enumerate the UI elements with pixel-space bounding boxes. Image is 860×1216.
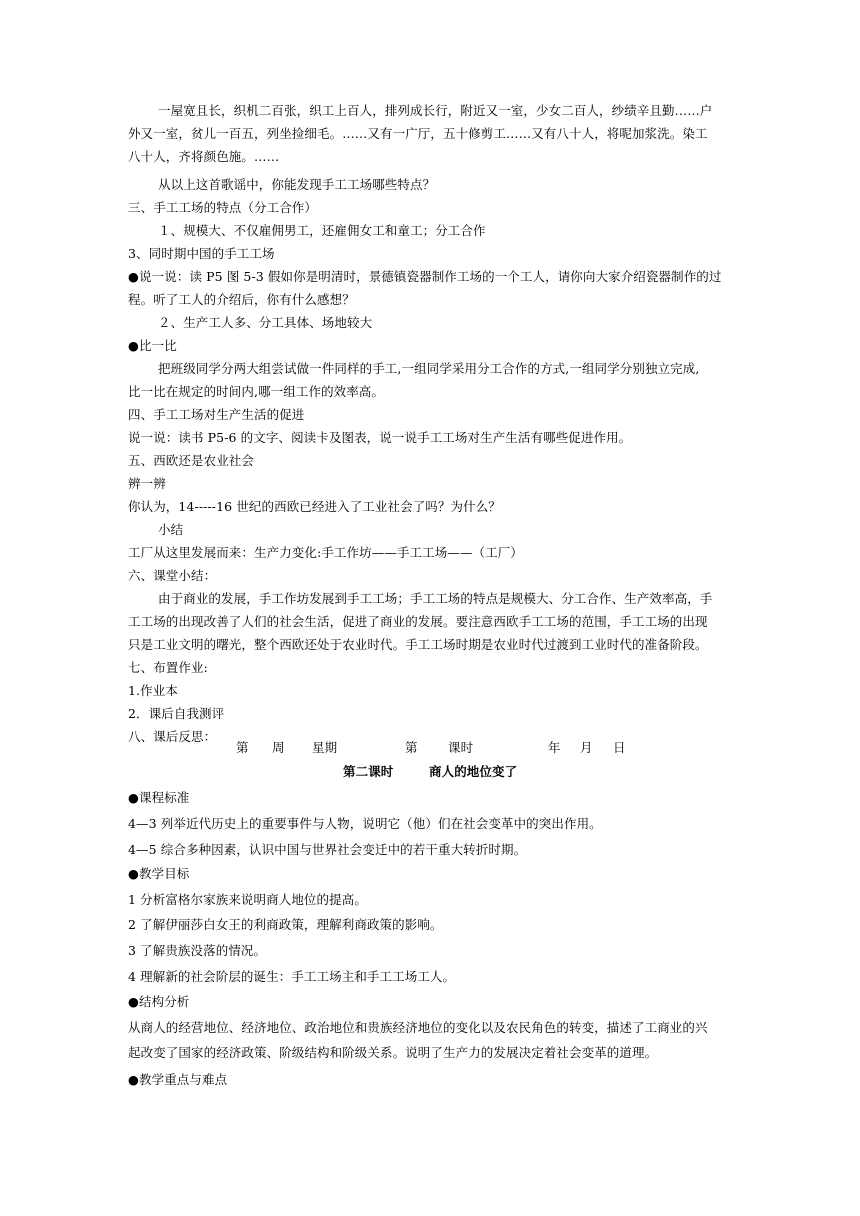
heading-section-3: 三、手工工场的特点（分工合作） — [128, 200, 318, 215]
ballad-line-1: 一屋宽且长，织机二百张，织工上百人，排列成长行，附近又一室，少女二百人，纱绩辛且勤……户 — [158, 103, 713, 118]
say-activity-line-1: ●说一说：读 P5 图 5-3 假如你是明清时，景德镇瓷器制作工场的一个工人，请你向大家介绍瓷器制作的过 — [128, 269, 722, 284]
subheading-china-workshop: 3、同时期中国的手工工场 — [128, 246, 275, 261]
compare-line-1: 把班级同学分两大组尝试做一件同样的手工,一组同学采用分工合作的方式,一组同学分别独立完成, — [158, 361, 700, 376]
lesson-number: 第二课时 — [343, 764, 394, 779]
heading-section-5: 五、西欧还是农业社会 — [128, 453, 255, 468]
heading-section-7: 七、布置作业: — [128, 660, 208, 675]
date-period: 课时 — [448, 740, 474, 755]
standard-4-3: 4—3 列举近代历史上的重要事件与人物，说明它（他）们在社会变革中的突出作用。 — [128, 816, 602, 831]
goal-3: 3 了解贵族没落的情况。 — [128, 943, 267, 958]
ballad-line-3: 八十人，齐将颜色施。…… — [128, 149, 280, 164]
point-1: １、规模大、不仅雇佣男工，还雇佣女工和童工；分工合作 — [158, 223, 486, 238]
key-points-heading: ●教学重点与难点 — [128, 1072, 228, 1087]
date-week: 周 — [272, 740, 285, 755]
date-weekday: 星期 — [312, 740, 338, 755]
standard-4-5: 4—5 综合多种因素，认识中国与世界社会变迁中的若干重大转折时期。 — [128, 842, 527, 857]
class-summary-line-3: 只是工业文明的曙光，整个西欧还处于农业时代。手工工场时期是农业时代过渡到工业时代的准备阶段。 — [128, 637, 708, 652]
ballad-line-2: 外又一室，贫儿一百五，列坐捡细毛。……又有一广厅，五十修剪工……又有八十人，将呢加浆洗。染工 — [128, 126, 708, 141]
compare-heading: ●比一比 — [128, 338, 177, 353]
date-month: 月 — [580, 740, 593, 755]
compare-line-2: 比一比在规定的时间内,哪一组工作的效率高。 — [128, 384, 385, 399]
say-activity-2: 说一说：读书 P5-6 的文字、阅读卡及图表，说一说手工工场对生产生活有哪些促进作用。 — [128, 430, 632, 445]
goal-4: 4 理解新的社会阶层的诞生：手工工场主和手工工场工人。 — [128, 969, 456, 984]
class-summary-line-1: 由于商业的发展，手工作坊发展到手工工场；手工工场的特点是规模大、分工合作、生产效率高，手 — [158, 591, 713, 606]
date-di: 第 — [236, 740, 249, 755]
question-industrial-society: 你认为，14-----16 世纪的西欧已经进入了工业社会了吗？为什么？ — [128, 499, 501, 514]
date-day: 日 — [613, 740, 626, 755]
homework-item-1: 1.作业本 — [128, 683, 178, 698]
factory-development: 工厂从这里发展而来：生产力变化:手工作坊——手工工场——（工厂） — [128, 545, 523, 560]
homework-item-2: 2．课后自我测评 — [128, 706, 225, 721]
point-2: ２、生产工人多、分工具体、场地较大 — [158, 315, 373, 330]
structure-analysis-line-1: 从商人的经营地位、经济地位、政治地位和贵族经济地位的变化以及农民角色的转变，描述了工商业的兴 — [128, 1020, 708, 1035]
question-features: 从以上这首歌谣中，你能发现手工工场哪些特点？ — [158, 177, 436, 192]
heading-section-6: 六、课堂小结： — [128, 568, 217, 583]
summary-label: 小结 — [158, 522, 184, 537]
date-di-2: 第 — [405, 740, 418, 755]
curriculum-standard-heading: ●课程标准 — [128, 790, 190, 805]
discern-heading: 辨一辨 — [128, 476, 166, 491]
structure-analysis-line-2: 起改变了国家的经济政策、阶级结构和阶级关系。说明了生产力的发展决定着社会变革的道理。 — [128, 1045, 658, 1060]
goal-2: 2 了解伊丽莎白女王的利商政策，理解利商政策的影响。 — [128, 917, 443, 932]
say-activity-line-2: 程。听了工人的介绍后，你有什么感想？ — [128, 292, 355, 307]
date-line — [0, 740, 860, 758]
teaching-goals-heading: ●教学目标 — [128, 866, 190, 881]
class-summary-line-2: 工工场的出现改善了人们的社会生活，促进了商业的发展。要注意西欧手工工场的范围，手工工场的出现 — [128, 614, 708, 629]
structure-analysis-heading: ●结构分析 — [128, 994, 190, 1009]
goal-1: 1 分析富格尔家族来说明商人地位的提高。 — [128, 892, 367, 907]
date-year: 年 — [548, 740, 561, 755]
lesson-title: 商人的地位变了 — [429, 764, 518, 779]
heading-section-4: 四、手工工场对生产生活的促进 — [128, 407, 305, 422]
heading-section-8: 八、课后反思： — [128, 729, 217, 744]
